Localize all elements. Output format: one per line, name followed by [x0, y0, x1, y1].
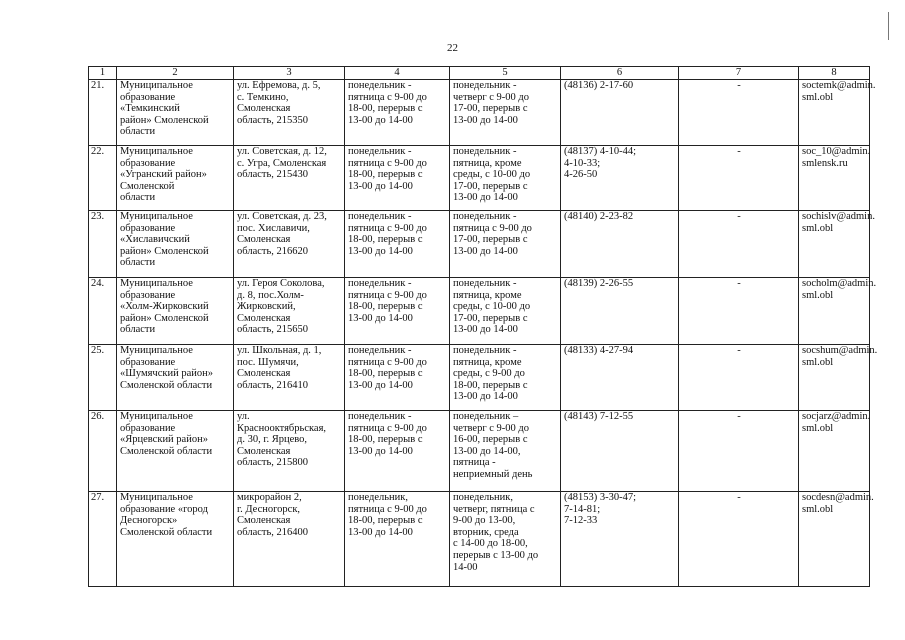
- header-col-8: 8: [799, 67, 870, 80]
- address: микрорайон 2, г. Десногорск, Смоленская область, 216400: [234, 492, 345, 587]
- phone: (48137) 4-10-44; 4-10-33; 4-26-50: [561, 146, 679, 211]
- reception-hours: понедельник - пятница с 9-00 до 17-00, перерыв с 13-00 до 14-00: [450, 211, 561, 278]
- reception-hours: понедельник, четверг, пятница с 9-00 до 13-00, вторник, среда с 14-00 до 18-00, перерыв с 13-00 до 14-00: [450, 492, 561, 587]
- table-row: [89, 492, 870, 587]
- email: sochislv@admin. sml.obl: [799, 211, 870, 278]
- email: socshum@admin. sml.obl: [799, 345, 870, 411]
- municipality-name: Муниципальное образование «Холм-Жирковский район» Смоленской области: [117, 278, 234, 345]
- row-number: 25.: [89, 345, 117, 411]
- address: ул. Школьная, д. 1, пос. Шумячи, Смоленская область, 216410: [234, 345, 345, 411]
- row-number: 26.: [89, 411, 117, 492]
- work-hours: понедельник, пятница с 9-00 до 18-00, перерыв с 13-00 до 14-00: [345, 492, 450, 587]
- municipality-name: Муниципальное образование «Шумячский район» Смоленской области: [117, 345, 234, 411]
- table-row: [89, 411, 870, 492]
- row-number: 24.: [89, 278, 117, 345]
- reception-hours: понедельник - пятница, кроме среды, с 10-00 до 17-00, перерыв с 13-00 до 14-00: [450, 146, 561, 211]
- table-row: [89, 211, 870, 278]
- header-col-7: 7: [679, 67, 799, 80]
- work-hours: понедельник - пятница с 9-00 до 18-00, перерыв с 13-00 до 14-00: [345, 278, 450, 345]
- work-hours: понедельник - пятница с 9-00 до 18-00, перерыв с 13-00 до 14-00: [345, 411, 450, 492]
- header-col-2: 2: [117, 67, 234, 80]
- municipality-name: Муниципальное образование «Хиславичский район» Смоленской области: [117, 211, 234, 278]
- work-hours: понедельник - пятница с 9-00 до 18-00, перерыв с 13-00 до 14-00: [345, 345, 450, 411]
- address: ул. Советская, д. 23, пос. Хиславичи, Смоленская область, 216620: [234, 211, 345, 278]
- table-header: [89, 67, 870, 80]
- fax: -: [679, 492, 799, 587]
- phone: (48153) 3-30-47; 7-14-81; 7-12-33: [561, 492, 679, 587]
- header-row: [89, 67, 870, 80]
- reception-hours: понедельник - четверг с 9-00 до 17-00, перерыв с 13-00 до 14-00: [450, 80, 561, 146]
- table-row: [89, 278, 870, 345]
- table-row: [89, 146, 870, 211]
- phone: (48133) 4-27-94: [561, 345, 679, 411]
- work-hours: понедельник - пятница с 9-00 до 18-00, перерыв с 13-00 до 14-00: [345, 211, 450, 278]
- table-row: [89, 80, 870, 146]
- header-col-3: 3: [234, 67, 345, 80]
- row-number: 23.: [89, 211, 117, 278]
- header-col-1: 1: [89, 67, 117, 80]
- fax: -: [679, 211, 799, 278]
- fax: -: [679, 80, 799, 146]
- email: soc_10@admin. smlensk.ru: [799, 146, 870, 211]
- address: ул. Ефремова, д. 5, с. Темкино, Смоленская область, 215350: [234, 80, 345, 146]
- fax: -: [679, 411, 799, 492]
- work-hours: понедельник - пятница с 9-00 до 18-00, перерыв с 13-00 до 14-00: [345, 146, 450, 211]
- fax: -: [679, 345, 799, 411]
- address: ул. Красноoктябрьская, д. 30, г. Ярцево, Смоленская область, 215800: [234, 411, 345, 492]
- municipality-name: Муниципальное образование «Ярцевский район» Смоленской области: [117, 411, 234, 492]
- table-row: [89, 345, 870, 411]
- header-col-6: 6: [561, 67, 679, 80]
- page-number: 22: [447, 42, 458, 54]
- reception-hours: понедельник - пятница, кроме среды, с 10-00 до 17-00, перерыв с 13-00 до 14-00: [450, 278, 561, 345]
- row-number: 27.: [89, 492, 117, 587]
- fax: -: [679, 146, 799, 211]
- address: ул. Героя Соколова, д. 8, пос.Холм- Жирковский, Смоленская область, 215650: [234, 278, 345, 345]
- email: socjarz@admin. sml.obl: [799, 411, 870, 492]
- email: socholm@admin. sml.obl: [799, 278, 870, 345]
- row-number: 21.: [89, 80, 117, 146]
- contacts-table: [88, 66, 878, 587]
- header-col-5: 5: [450, 67, 561, 80]
- phone: (48140) 2-23-82: [561, 211, 679, 278]
- header-col-4: 4: [345, 67, 450, 80]
- email: soctemk@admin. sml.obl: [799, 80, 870, 146]
- table-body: [89, 80, 878, 587]
- row-number: 22.: [89, 146, 117, 211]
- municipality-name: Муниципальное образование «город Десногорск» Смоленской области: [117, 492, 234, 587]
- email: socdesn@admin. sml.obl: [799, 492, 870, 587]
- phone: (48136) 2-17-60: [561, 80, 679, 146]
- page-edge-mark: [888, 12, 889, 40]
- reception-hours: понедельник - пятница, кроме среды, с 9-00 до 18-00, перерыв с 13-00 до 14-00: [450, 345, 561, 411]
- phone: (48143) 7-12-55: [561, 411, 679, 492]
- work-hours: понедельник - пятница с 9-00 до 18-00, перерыв с 13-00 до 14-00: [345, 80, 450, 146]
- phone: (48139) 2-26-55: [561, 278, 679, 345]
- reception-hours: понедельник – четверг с 9-00 до 16-00, перерыв с 13-00 до 14-00, пятница - неприемный день: [450, 411, 561, 492]
- fax: -: [679, 278, 799, 345]
- municipality-name: Муниципальное образование «Угранский район» Смоленской области: [117, 146, 234, 211]
- address: ул. Советская, д. 12, с. Угра, Смоленская область, 215430: [234, 146, 345, 211]
- municipality-name: Муниципальное образование «Темкинский район» Смоленской области: [117, 80, 234, 146]
